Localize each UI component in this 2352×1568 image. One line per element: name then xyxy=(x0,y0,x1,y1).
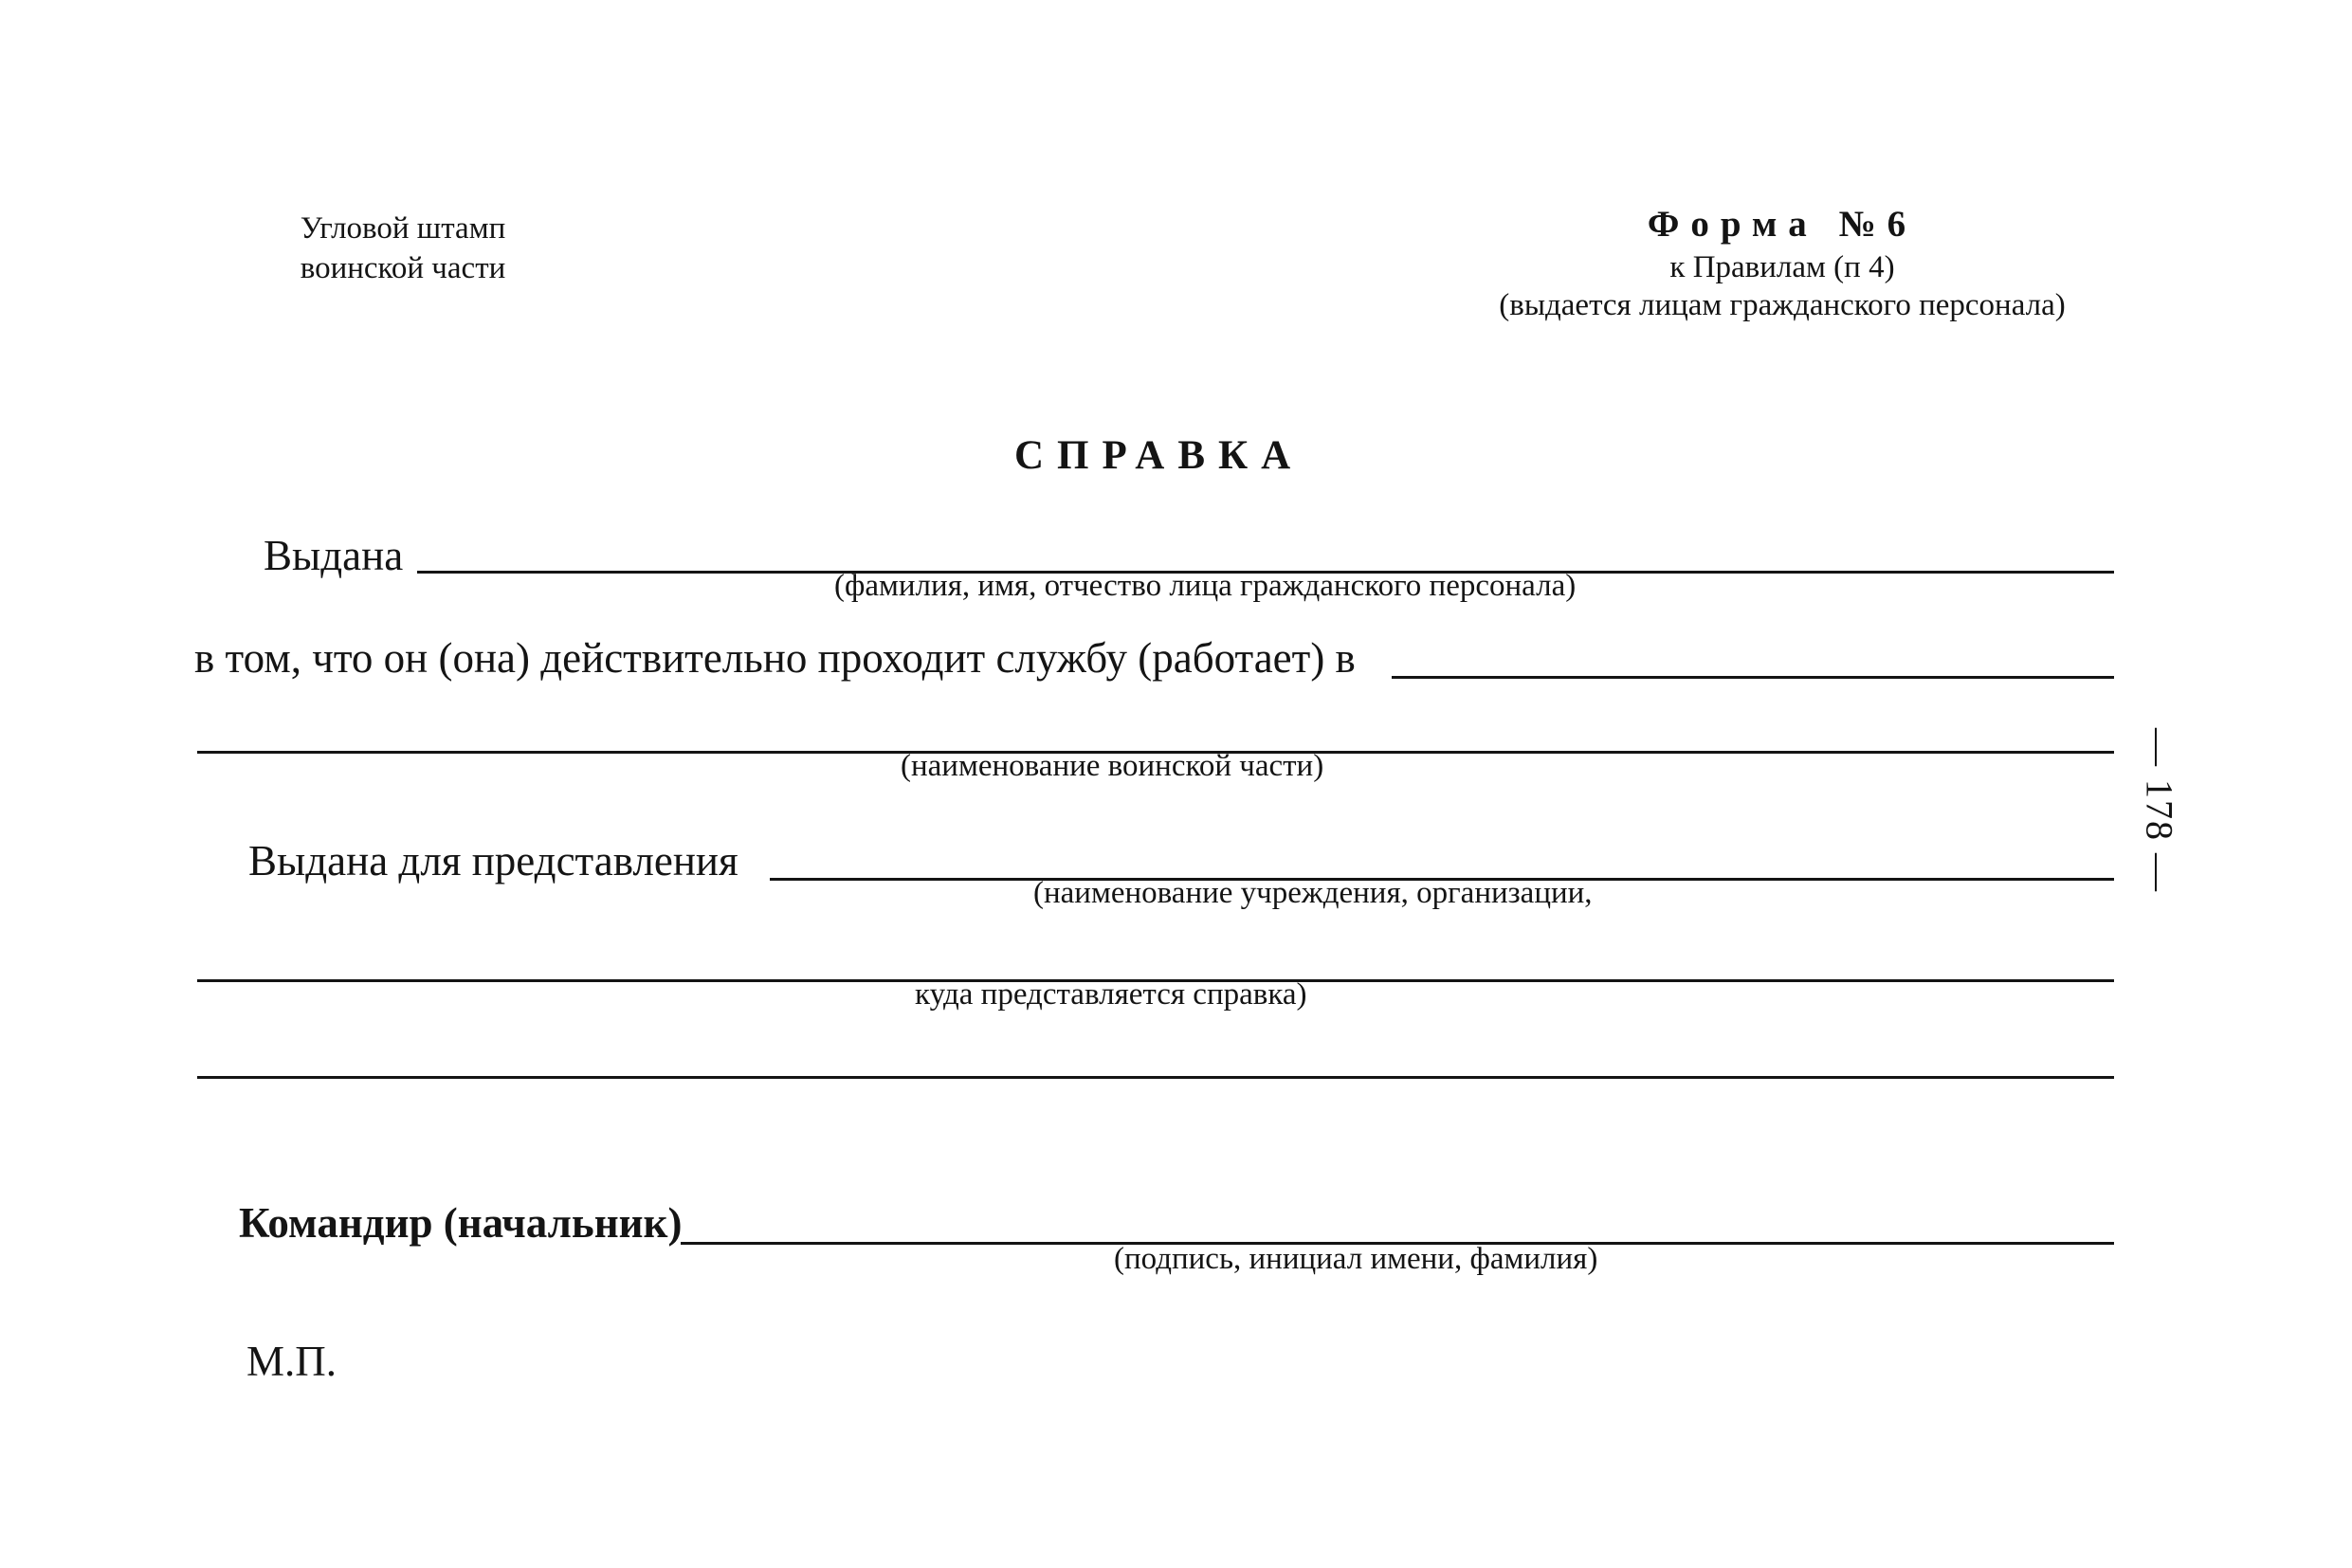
presented-to-label: Выдана для представления xyxy=(248,837,738,884)
seal-place-label: М.П. xyxy=(246,1338,337,1385)
presented-to-hint-1: (наименование учреждения, организации, xyxy=(1033,876,1593,910)
stamp-line-2: воинской части xyxy=(300,251,506,285)
service-field-line[interactable] xyxy=(1392,676,2114,679)
form-header xyxy=(1450,201,2114,324)
corner-stamp-label xyxy=(246,209,559,288)
service-statement-label: в том, что он (она) действительно проходит службу (работает) в xyxy=(194,634,1356,682)
form-rules-reference: к Правилам (п 4) xyxy=(1669,250,1895,284)
presented-to-field-line-3[interactable] xyxy=(197,1076,2114,1079)
form-issue-note: (выдается лицам гражданского персонала) xyxy=(1499,288,2066,322)
page-number: — 178 — xyxy=(2138,728,2181,893)
issued-to-hint: (фамилия, имя, отчество лица гражданского персонала) xyxy=(834,569,1577,603)
presented-to-hint-2: куда представляется справка) xyxy=(915,977,1307,1012)
issued-to-label: Выдана xyxy=(264,532,404,579)
unit-name-hint: (наименование воинской части) xyxy=(901,749,1324,783)
page-number-container xyxy=(2131,730,2188,891)
commander-label: Командир (начальник) xyxy=(239,1199,683,1247)
document-title: СПРАВКА xyxy=(1014,433,1304,478)
stamp-line-1: Угловой штамп xyxy=(300,211,506,246)
signature-hint: (подпись, инициал имени, фамилия) xyxy=(1114,1242,1598,1276)
form-number: Форма №6 xyxy=(1647,204,1918,245)
